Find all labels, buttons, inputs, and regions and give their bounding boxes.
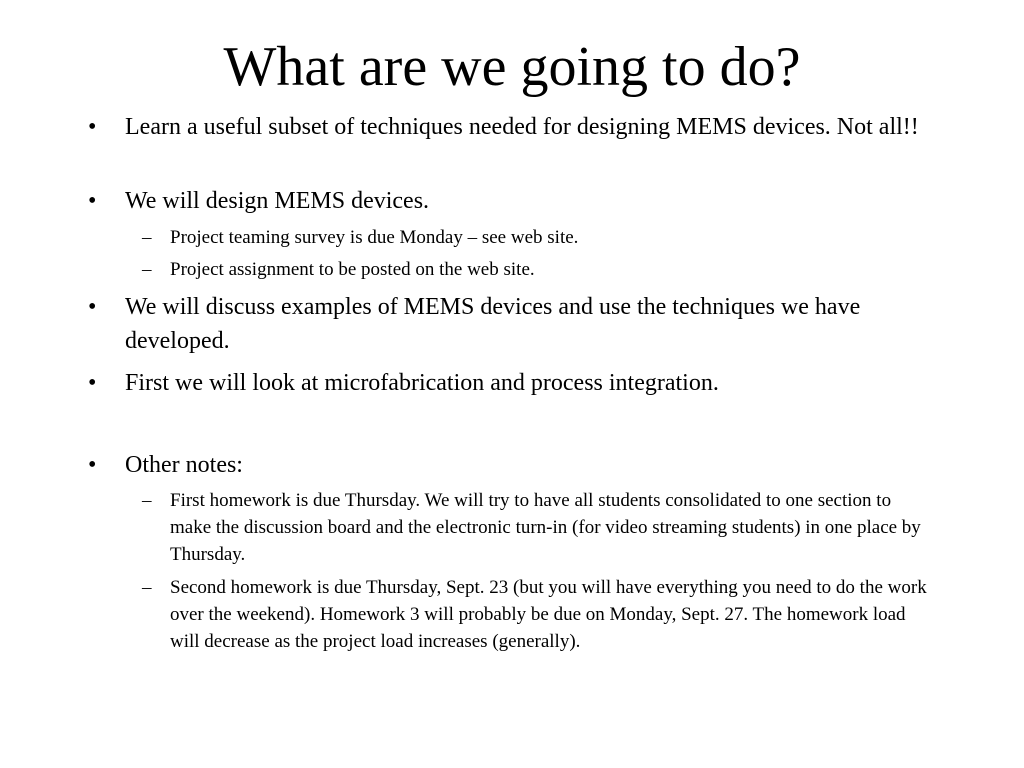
bullet-icon: •	[88, 370, 97, 396]
bullet-text: We will discuss examples of MEMS devices and use the techniques we have developed.	[125, 294, 861, 354]
sub-bullet-item	[142, 256, 932, 283]
sub-bullet-item	[142, 574, 932, 655]
bullet-text: First we will look at microfabrication and process integration.	[125, 370, 719, 396]
slide-title: What are we going to do?	[223, 36, 801, 98]
bullet-icon: •	[88, 114, 97, 140]
bullet-item	[88, 110, 948, 144]
dash-icon: –	[142, 490, 152, 511]
sub-bullet-text: Project teaming survey is due Monday – see web site.	[170, 227, 579, 248]
sub-bullet-item	[142, 487, 932, 568]
bullet-item	[88, 448, 948, 482]
bullet-text: Other notes:	[125, 452, 243, 478]
bullet-text: We will design MEMS devices.	[125, 188, 430, 214]
dash-icon: –	[142, 259, 152, 280]
bullet-item	[88, 290, 948, 358]
dash-icon: –	[142, 227, 152, 248]
bullet-icon: •	[88, 452, 97, 478]
bullet-text: Learn a useful subset of techniques needed for designing MEMS devices. Not all!!	[125, 114, 919, 140]
dash-icon: –	[142, 577, 152, 598]
sub-bullet-text: Second homework is due Thursday, Sept. 23 (but you will have everything you need to do the work over the weekend). Homework 3 will probably be due on Monday, Sept. 27. The homework load will decrease as the project load increases (generally).	[170, 577, 927, 652]
sub-bullet-text: Project assignment to be posted on the web site.	[170, 259, 535, 280]
bullet-item	[88, 366, 948, 400]
bullet-icon: •	[88, 294, 97, 320]
sub-bullet-item	[142, 224, 932, 251]
bullet-icon: •	[88, 188, 97, 214]
bullet-item	[88, 184, 948, 218]
sub-bullet-text: First homework is due Thursday. We will try to have all students consolidated to one section to make the discussion board and the electronic turn-in (for video streaming students) in one place by Thursday.	[170, 490, 921, 565]
